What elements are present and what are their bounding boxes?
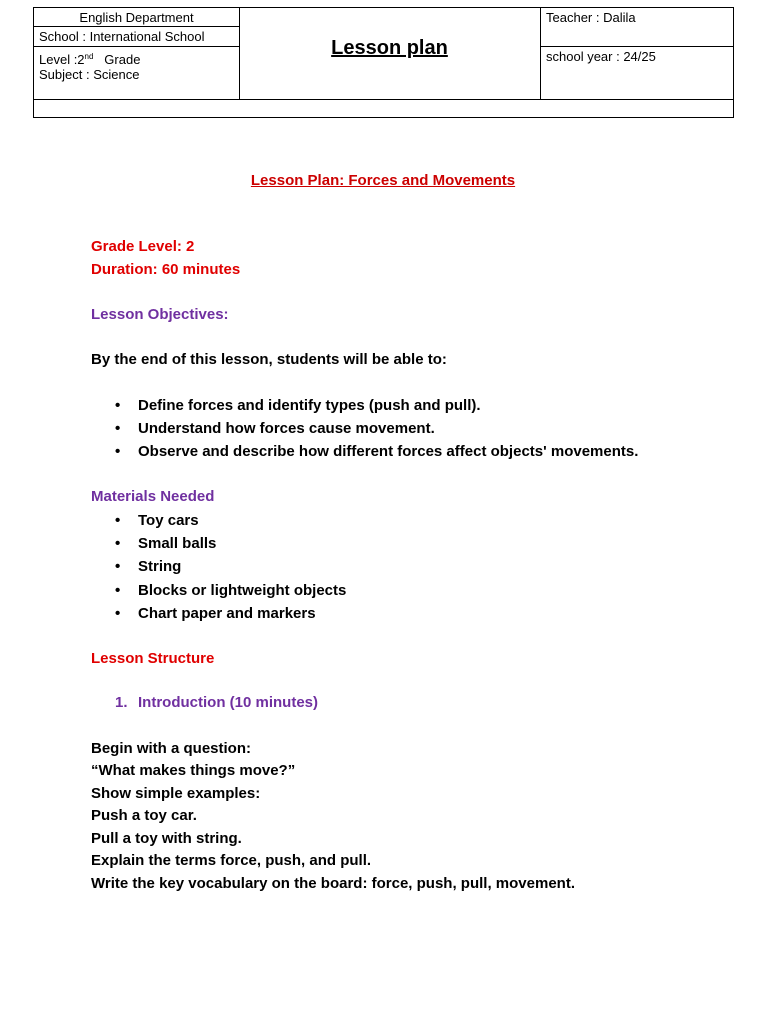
bullet-icon: • <box>115 397 121 414</box>
intro-line: Write the key vocabulary on the board: force, push, pull, movement. <box>91 875 575 892</box>
bullet-icon: • <box>115 582 121 599</box>
department-label: English Department <box>79 10 194 25</box>
level-superscript: nd <box>84 52 94 61</box>
intro-line: Pull a toy with string. <box>91 830 242 847</box>
school-year-label: school year : 24/25 <box>546 49 656 64</box>
bullet-icon: • <box>115 558 121 575</box>
objectives-intro: By the end of this lesson, students will be able to: <box>91 351 447 368</box>
lesson-plan-title: Lesson plan <box>331 37 448 59</box>
bullet-icon: • <box>115 443 121 460</box>
intro-line: Begin with a question: <box>91 740 251 757</box>
divider <box>540 46 733 47</box>
material-item: Chart paper and markers <box>138 605 316 622</box>
materials-heading: Materials Needed <box>91 488 215 505</box>
intro-line: Show simple examples: <box>91 785 261 802</box>
material-item: Small balls <box>138 535 217 552</box>
intro-line: “What makes things move?” <box>91 762 296 779</box>
grade-level: Grade Level: 2 <box>91 238 195 255</box>
document-title: Lesson Plan: Forces and Movements <box>250 172 516 189</box>
intro-line: Push a toy car. <box>91 807 197 824</box>
bullet-icon: • <box>115 535 121 552</box>
teacher-label: Teacher : Dalila <box>546 10 636 25</box>
bullet-icon: • <box>115 420 121 437</box>
objective-item: Define forces and identify types (push and pull). <box>138 397 481 414</box>
divider <box>34 46 239 47</box>
intro-line: Explain the terms force, push, and pull. <box>91 852 372 869</box>
section-title: Introduction (10 minutes) <box>138 694 318 711</box>
structure-heading: Lesson Structure <box>91 650 215 667</box>
objective-item: Observe and describe how different forces affect objects' movements. <box>138 443 639 460</box>
bullet-icon: • <box>115 512 121 529</box>
objective-item: Understand how forces cause movement. <box>138 420 435 437</box>
school-label: School : International School <box>39 29 205 44</box>
bullet-icon: • <box>115 605 121 622</box>
header-table <box>33 7 734 118</box>
divider <box>540 8 541 99</box>
level-grade: Grade <box>93 52 141 67</box>
divider <box>34 99 733 100</box>
material-item: String <box>138 558 182 575</box>
material-item: Blocks or lightweight objects <box>138 582 347 599</box>
level-value: Level :2 <box>39 52 85 67</box>
section-number: 1. <box>115 694 128 711</box>
level-label <box>39 49 140 67</box>
objectives-heading: Lesson Objectives: <box>91 306 229 323</box>
divider <box>34 26 239 27</box>
material-item: Toy cars <box>138 512 199 529</box>
subject-label: Subject : Science <box>39 67 140 82</box>
duration: Duration: 60 minutes <box>91 261 241 278</box>
